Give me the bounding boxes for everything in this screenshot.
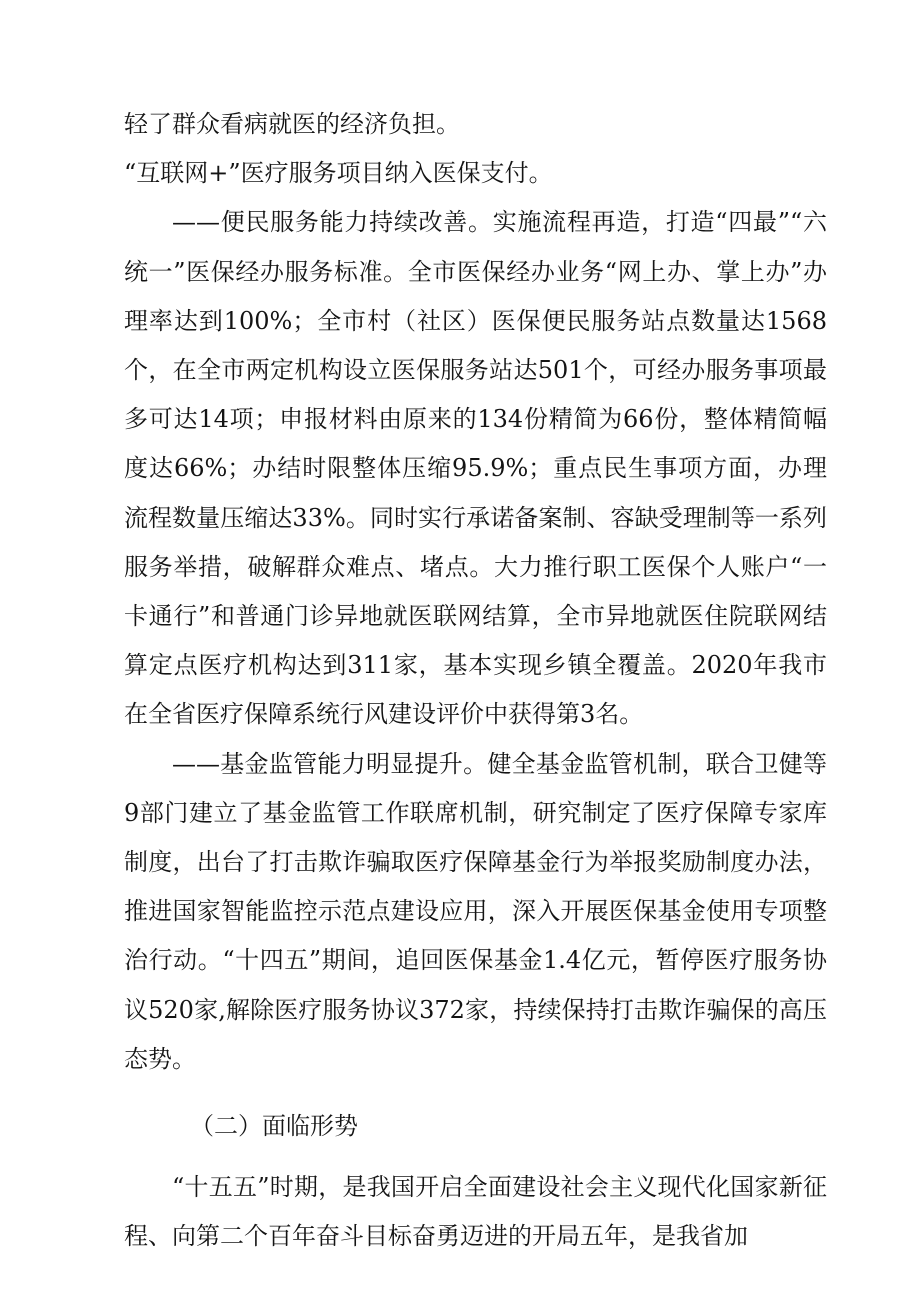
paragraph-situation: “十五五”时期，是我国开启全面建设社会主义现代化国家新征程、向第二个百年奋斗目标奋勇迈进的开局五年，是我省加 <box>124 1173 827 1251</box>
paragraph-continuation: 轻了群众看病就医的经济负担。 <box>124 110 460 138</box>
paragraph-internet-plus: “互联网+”医疗服务项目纳入医保支付。 <box>124 159 553 188</box>
paragraph-fund-supervision: ——基金监管能力明显提升。健全基金监管机制，联合卫健等9部门建立了基金监管工作联席机制，研究制定了医疗保障专家库制度，出台了打击欺诈骗取医疗保障基金行为举报奖励制度办法，推进国家智能监控示范点建设应用，深入开展医保基金使用专项整治行动。“十四五”期间，追回医保基金1.4亿元，暂停医疗服务协议520家,解除医疗服务协议372家，持续保持打击欺诈骗保的高压态势。 <box>124 749 827 1073</box>
paragraph-service-capacity: ——便民服务能力持续改善。实施流程再造，打造“四最”“六统一”医保经办服务标准。全市医保经办业务“网上办、掌上办”办理率达到100%；全市村（社区）医保便民服务站点数量达1568个，在全市两定机构设立医保服务站达501个，可经办服务事项最多可达14项；申报材料由原来的134份精简为66份，整体精简幅度达66%；办结时限整体压缩95.9%；重点民生事项方面，办理流程数量压缩达33%。同时实行承诺备案制、容缺受理制等一系列服务举措，破解群众难点、堵点。大力推行职工医保个人账户“一卡通行”和普通门诊异地就医联网结算，全市异地就医住院联网结算定点医疗机构达到311家，基本实现乡镇全覆盖。2020年我市在全省医疗保障系统行风建设评价中获得第3名。 <box>124 208 827 729</box>
section-heading: （二）面临形势 <box>190 1112 358 1141</box>
